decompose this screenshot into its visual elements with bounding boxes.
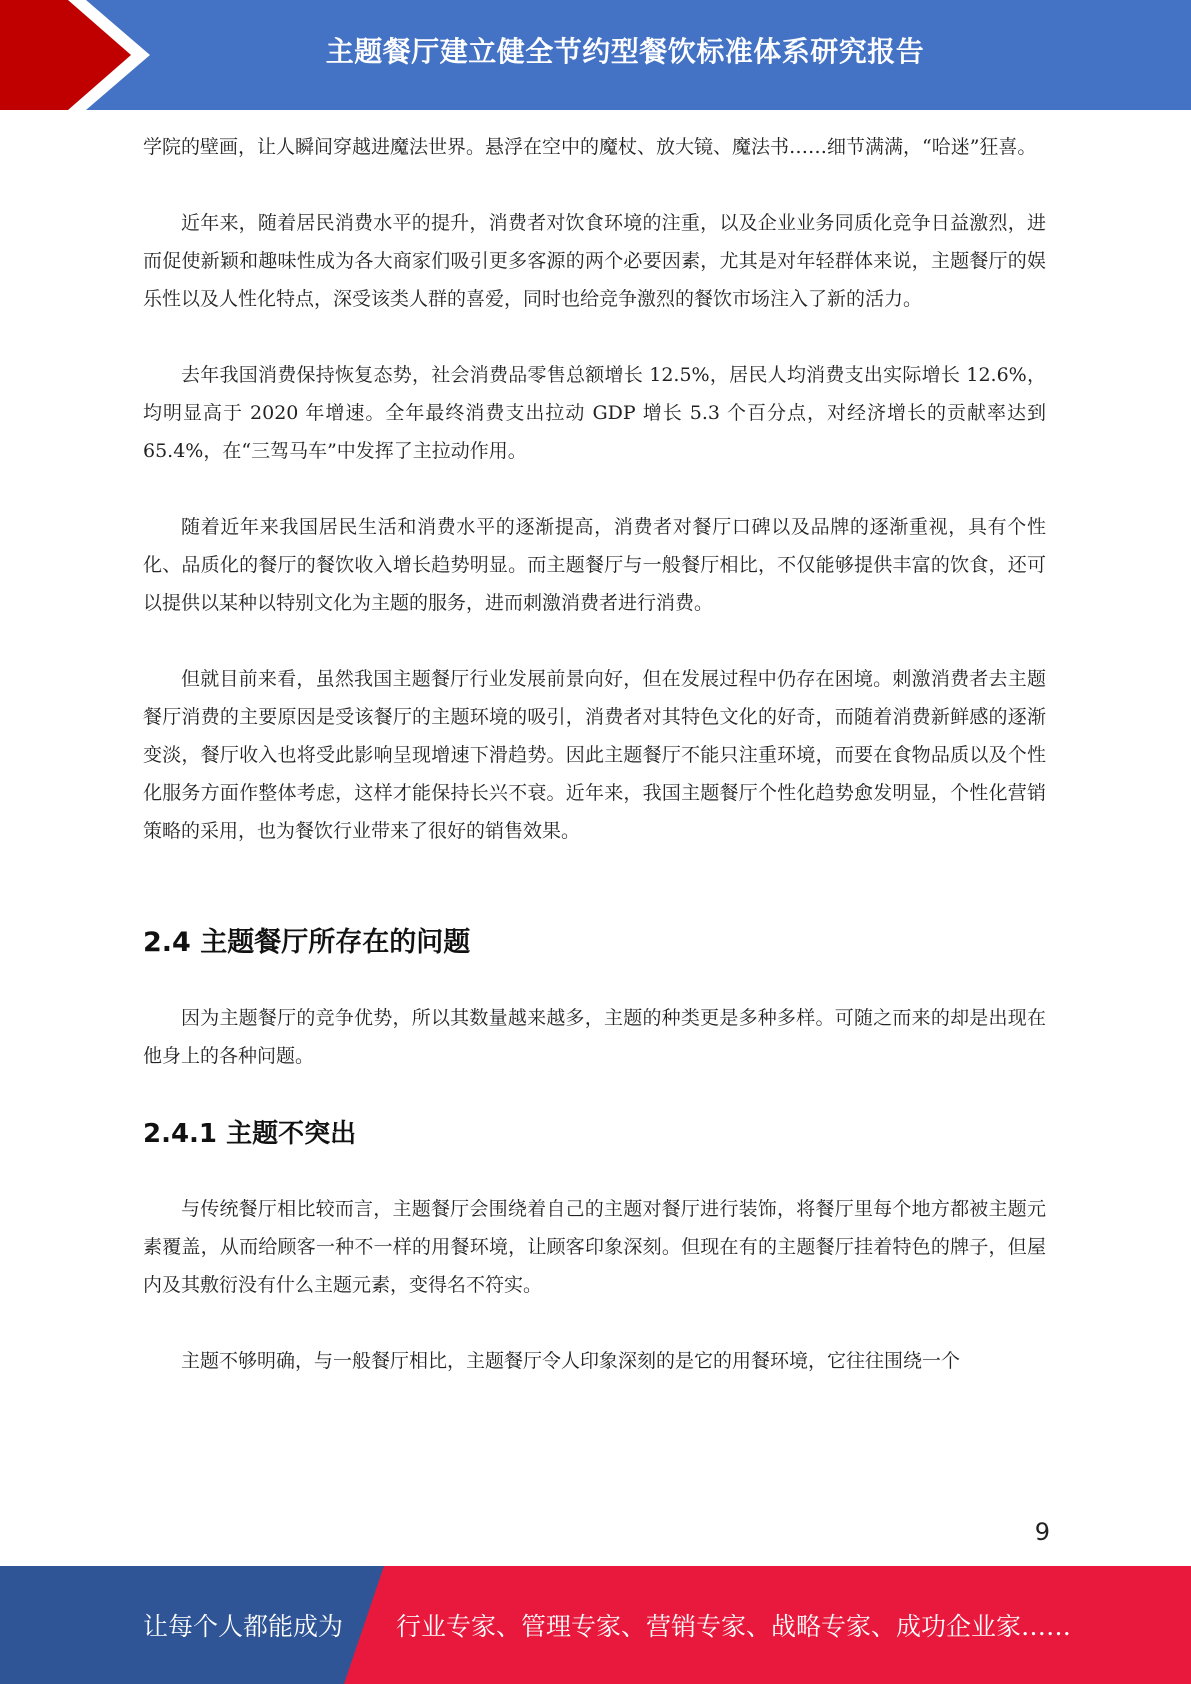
paragraph: 学院的壁画，让人瞬间穿越进魔法世界。悬浮在空中的魔杖、放大镜、魔法书……细节满满，“哈迷”狂喜。 (143, 136, 1037, 158)
paragraph: 主题不够明确，与一般餐厅相比，主题餐厅令人印象深刻的是它的用餐环境，它往往围绕一个 (181, 1350, 961, 1372)
paragraph: 近年来，随着居民消费水平的提升，消费者对饮食环境的注重，以及企业业务同质化竞争日益激烈，进而促使新颖和趣味性成为各大商家们吸引更多客源的两个必要因素，尤其是对年轻群体来说，主题餐厅的娱乐性以及人性化特点，深受该类人群的喜爱，同时也给竞争激烈的餐饮市场注入了新的活力。 (143, 212, 1046, 310)
paragraph: 但就目前来看，虽然我国主题餐厅行业发展前景向好，但在发展过程中仍存在困境。刺激消费者去主题餐厅消费的主要原因是受该餐厅的主题环境的吸引，消费者对其特色文化的好奇，而随着消费新鲜感的逐渐变淡，餐厅收入也将受此影响呈现增速下滑趋势。因此主题餐厅不能只注重环境，而要在食物品质以及个性化服务方面作整体考虑，这样才能保持长兴不衰。近年来，我国主题餐厅个性化趋势愈发明显，个性化营销策略的采用，也为餐饮行业带来了很好的销售效果。 (143, 668, 1046, 842)
section-heading-2-4-1: 2.4.1 主题不突出 (143, 1119, 357, 1149)
paragraph: 与传统餐厅相比较而言，主题餐厅会围绕着自己的主题对餐厅进行装饰，将餐厅里每个地方都被主题元素覆盖，从而给顾客一种不一样的用餐环境，让顾客印象深刻。但现在有的主题餐厅挂着特色的牌子，但屋内及其敷衍没有什么主题元素，变得名不符实。 (143, 1198, 1046, 1296)
footer-slogan-left: 让每个人都能成为 (143, 1612, 344, 1641)
paragraph: 随着近年来我国居民生活和消费水平的逐渐提高，消费者对餐厅口碑以及品牌的逐渐重视，具有个性化、品质化的餐厅的餐饮收入增长趋势明显。而主题餐厅与一般餐厅相比，不仅能够提供丰富的饮食，还可以提供以某种以特别文化为主题的服务，进而刺激消费者进行消费。 (143, 516, 1046, 614)
document-title: 主题餐厅建立健全节约型餐饮标准体系研究报告 (325, 35, 925, 68)
page-content (143, 128, 1046, 1418)
footer-slogan-right: 行业专家、管理专家、营销专家、战略专家、成功企业家…… (396, 1612, 1072, 1641)
paragraph: 因为主题餐厅的竞争优势，所以其数量越来越多，主题的种类更是多种多样。可随之而来的却是出现在他身上的各种问题。 (143, 1007, 1046, 1067)
page-footer (0, 1566, 1191, 1684)
page-number: 9 (1034, 1518, 1050, 1546)
page-header (0, 0, 1191, 110)
paragraph: 去年我国消费保持恢复态势，社会消费品零售总额增长 12.5%，居民人均消费支出实际增长 12.6%，均明显高于 2020 年增速。全年最终消费支出拉动 GDP 增长 5.3 个百分点，对经济增长的贡献率达到 65.4%，在“三驾马车”中发挥了主拉动作用。 (143, 364, 1046, 462)
section-heading-2-4: 2.4 主题餐厅所存在的问题 (143, 927, 471, 958)
